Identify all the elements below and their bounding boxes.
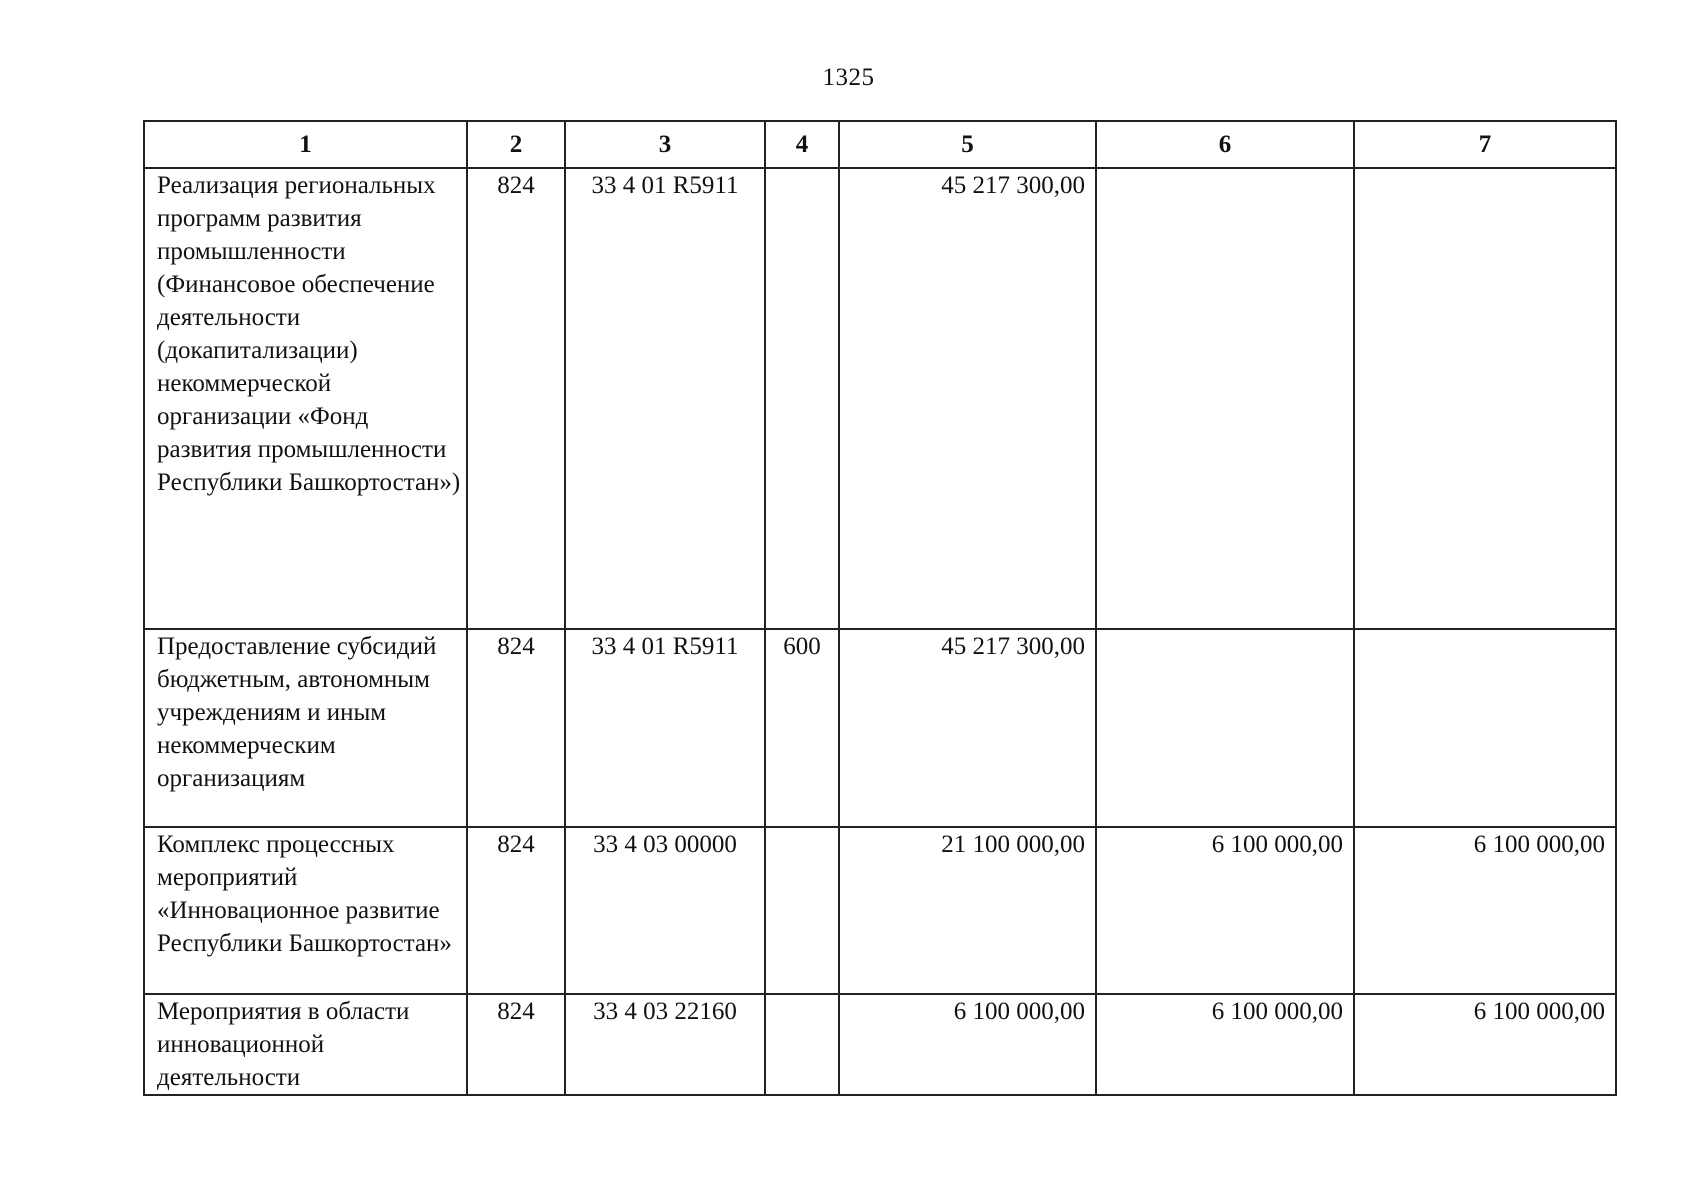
amount-cell-col5: 21 100 000,00 (839, 827, 1096, 994)
amount-cell-col7 (1354, 168, 1616, 629)
table-row (144, 827, 1616, 994)
row-name-cell: Мероприятия в области инновационной деятельности (144, 994, 467, 1095)
amount-cell-col7 (1354, 629, 1616, 827)
column-header-5: 5 (839, 121, 1096, 168)
amount-cell-col5: 6 100 000,00 (839, 994, 1096, 1095)
admin-code-cell: 824 (467, 168, 565, 629)
amount-cell-col6: 6 100 000,00 (1096, 994, 1354, 1095)
column-header-1: 1 (144, 121, 467, 168)
target-article-cell: 33 4 03 00000 (565, 827, 765, 994)
amount-cell-col6: 6 100 000,00 (1096, 827, 1354, 994)
row-name-cell: Предоставление субсидий бюджетным, автономным учреждениям и иным некоммерческим организациям (144, 629, 467, 827)
admin-code-cell: 824 (467, 827, 565, 994)
target-article-cell: 33 4 01 R5911 (565, 168, 765, 629)
table-header-row (144, 121, 1616, 168)
amount-cell-col5: 45 217 300,00 (839, 629, 1096, 827)
expense-type-cell (765, 827, 839, 994)
row-name-cell: Реализация региональных программ развития промышленности (Финансовое обеспечение деятельности (докапитализации) некоммерческой организации «Фонд развития промышленности Республики Башкортостан») (144, 168, 467, 629)
table-row (144, 629, 1616, 827)
expense-type-cell: 600 (765, 629, 839, 827)
row-name-cell: Комплекс процессных мероприятий «Инновационное развитие Республики Башкортостан» (144, 827, 467, 994)
page-number: 1325 (822, 64, 875, 91)
column-header-2: 2 (467, 121, 565, 168)
column-header-3: 3 (565, 121, 765, 168)
admin-code-cell: 824 (467, 629, 565, 827)
amount-cell-col7: 6 100 000,00 (1354, 994, 1616, 1095)
admin-code-cell: 824 (467, 994, 565, 1095)
column-header-7: 7 (1354, 121, 1616, 168)
expense-type-cell (765, 994, 839, 1095)
table-row (144, 994, 1616, 1095)
amount-cell-col5: 45 217 300,00 (839, 168, 1096, 629)
column-header-6: 6 (1096, 121, 1354, 168)
amount-cell-col6 (1096, 168, 1354, 629)
budget-table (143, 120, 1617, 1096)
table-row (144, 168, 1616, 629)
amount-cell-col6 (1096, 629, 1354, 827)
target-article-cell: 33 4 01 R5911 (565, 629, 765, 827)
expense-type-cell (765, 168, 839, 629)
amount-cell-col7: 6 100 000,00 (1354, 827, 1616, 994)
target-article-cell: 33 4 03 22160 (565, 994, 765, 1095)
column-header-4: 4 (765, 121, 839, 168)
